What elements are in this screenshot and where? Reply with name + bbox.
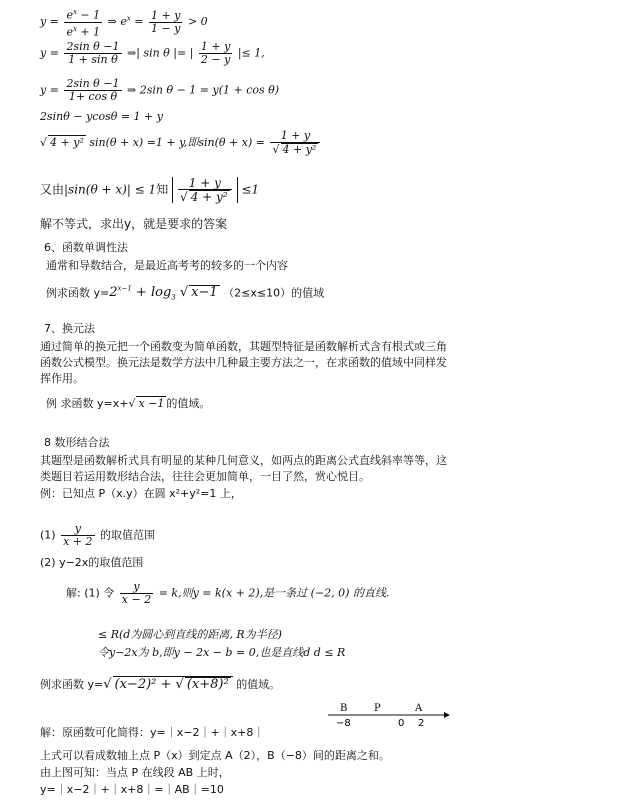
section-6-heading: 6、函数单调性法 [44, 241, 128, 254]
question-1: (1) $\frac{y}{x + 2}$ 的取值范围 [40, 522, 156, 548]
tick-2: 2 [418, 718, 425, 729]
point-a-label: A [415, 703, 423, 714]
solution-b: 令y−2x为 b,即y − 2x − b = 0,也是直线d d ≤ R [98, 646, 346, 659]
section-8-heading: 8 数形结合法 [44, 436, 110, 449]
formula-6: 又由|sin(θ + x)| ≤ 1知 $\frac{1 + y}{\text{√ 4 + y²}}$ ≤1 [40, 176, 260, 204]
section-8-line-1: 其题型是函数解析式具有明显的某种几何意义，如两点的距离公式直线斜率等等，这 [40, 454, 447, 467]
number-line-figure [322, 698, 452, 730]
section-8-example: 例：已知点 P（x.y）在圆 x²+y²=1 上， [40, 487, 242, 500]
section-6-example: 例求函数 $y=2^{x-1} + \log_3$ √ x−1 （2≤x≤10）的值域 [46, 285, 325, 302]
section-7-line-1: 通过简单的换元把一个函数变为简单函数，其题型特征是函数解析式含有根式或三角 [40, 340, 447, 353]
explain-9-line-2: 由上图可知：当点 P 在线段 AB 上时， [40, 766, 230, 779]
section-7-line-2: 函数公式模型。换元法是数学方法中几种最主要方法之一，在求函数的值域中同样发 [40, 356, 447, 369]
tick-minus-8: −8 [336, 718, 351, 729]
point-p-label: P [374, 703, 381, 714]
explain-9-line-3: y=｜x−2｜+｜x+8｜=｜AB｜=10 [40, 783, 224, 796]
section-7-line-3: 挥作用。 [40, 372, 84, 385]
question-2: (2) y−2x的取值范围 [40, 556, 144, 569]
solution-radius: ≤ R(d为圆心到直线的距离, R为半径) [98, 628, 282, 641]
formula-3: y = $\frac{\text{2sin θ −1}}{\text{1+ cos θ}}$ ⇒ 2sin θ − 1 = y(1 + cos θ) [40, 77, 280, 103]
formula-5: √ 4 + y² sin(θ + x) =1 + y,即sin(θ + x) = $\frac{1 + y}{\text{√ 4 + y²}}$ [40, 130, 322, 156]
example-9: 例求函数 y=√ (x−2)² + √ (x+8)² 的值域。 [40, 677, 281, 692]
formula-2: y = $\frac{\text{2sin θ −1}}{\text{1 + sin θ}}$ ⇒| sin θ |= | $\frac{1 + y}{2 - y}$ |≤ 1, [40, 40, 265, 66]
section-7-heading: 7、换元法 [44, 322, 95, 335]
formula-1: y = $\frac{e^x - 1}{e^x + 1}$ ⇒ $e^x$ = $\frac{1 + y}{1 - y}$ > 0 [40, 8, 208, 39]
solution-1: 解: (1) 令 $\frac{y}{x - 2}$ = k,则y = k(x + 2),是一条过 (−2, 0) 的直线. [66, 580, 390, 606]
solve-line: 解不等式，求出y，就是要求的答案 [40, 217, 228, 231]
section-7-example: 例 求函数 y=x+√ x −1 的值域。 [46, 397, 211, 410]
formula-4: 2sinθ − ycosθ = 1 + y [40, 110, 163, 123]
section-8-line-2: 类题目若运用数形结合法，往往会更加简单，一目了然，赏心悦目。 [40, 470, 370, 483]
section-6-text: 通常和导数结合，是最近高考考的较多的一个内容 [46, 259, 288, 272]
solution-9: 解：原函数可化简得：y=｜x−2｜+｜x+8｜ [40, 726, 265, 739]
point-b-label: B [340, 703, 348, 714]
tick-0: 0 [398, 718, 405, 729]
explain-9-line-1: 上式可以看成数轴上点 P（x）到定点 A（2），B（−8）间的距离之和。 [40, 749, 390, 762]
